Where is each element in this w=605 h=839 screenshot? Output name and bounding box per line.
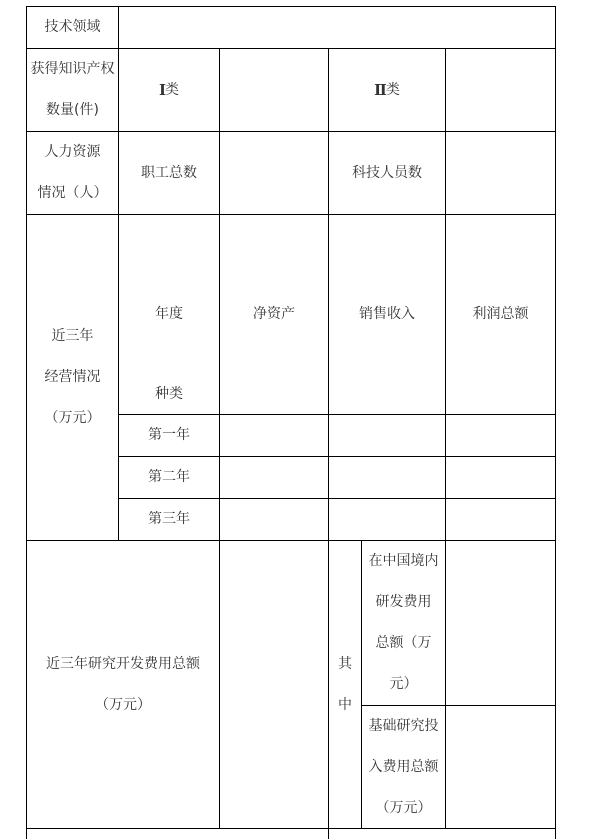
total-staff-label: 职工总数 <box>141 164 197 181</box>
basic-research-value-cell[interactable] <box>446 706 555 828</box>
ip-class2-roman: Ⅱ <box>374 80 386 99</box>
year2-net-assets-cell[interactable] <box>220 457 328 498</box>
year1-profit-cell[interactable] <box>446 415 555 456</box>
operations-label: 近三年 经营情况 （万元） <box>44 328 101 426</box>
of-which-label: 其 中 <box>338 655 352 713</box>
ip-class1-value-cell[interactable] <box>220 49 328 131</box>
year1-sales-cell[interactable] <box>329 415 445 456</box>
table-border-line <box>555 6 556 839</box>
domestic-rd-value-cell[interactable] <box>446 541 555 705</box>
tech-staff-label: 科技人员数 <box>352 164 422 181</box>
ip-count-label: 获得知识产权 数量(件) <box>30 61 115 118</box>
ip-class2-value-cell[interactable] <box>446 49 555 131</box>
year3-label: 第三年 <box>148 511 190 527</box>
domestic-rd-label: 在中国境内 研发费用 总额（万 元） <box>368 553 439 692</box>
tech-field-value-cell[interactable] <box>119 7 555 48</box>
tech-staff-value-cell[interactable] <box>446 132 555 214</box>
basic-research-label: 基础研究投 入费用总额 （万元） <box>368 717 439 816</box>
ip-class1-suffix: 类 <box>165 81 180 98</box>
year3-net-assets-cell[interactable] <box>220 499 328 540</box>
year2-label: 第二年 <box>148 469 190 485</box>
sales-revenue-header: 销售收入 <box>359 306 415 322</box>
next-row-left-cell[interactable] <box>27 829 328 839</box>
next-row-right-cell[interactable] <box>329 829 555 839</box>
year1-net-assets-cell[interactable] <box>220 415 328 456</box>
year3-profit-cell[interactable] <box>446 499 555 540</box>
total-profit-header: 利润总额 <box>472 306 529 322</box>
ip-class2-label <box>329 49 445 131</box>
year-header: 年度 <box>155 306 183 322</box>
ip-class2-suffix: 类 <box>385 81 400 98</box>
year1-label: 第一年 <box>148 427 190 443</box>
year3-sales-cell[interactable] <box>329 499 445 540</box>
year2-profit-cell[interactable] <box>446 457 555 498</box>
rd-total-label: 近三年研究开发费用总额 （万元） <box>46 655 200 713</box>
rd-total-value-cell[interactable] <box>220 541 328 828</box>
tech-field-label: 技术领域 <box>44 19 101 35</box>
hr-label: 人力资源 情况（人） <box>37 144 108 201</box>
ip-class1-roman: Ⅰ <box>158 80 166 99</box>
total-staff-value-cell[interactable] <box>220 132 328 214</box>
year2-sales-cell[interactable] <box>329 457 445 498</box>
type-header: 种类 <box>155 386 183 402</box>
net-assets-header: 净资产 <box>253 306 295 322</box>
ip-class1-label <box>119 49 219 131</box>
